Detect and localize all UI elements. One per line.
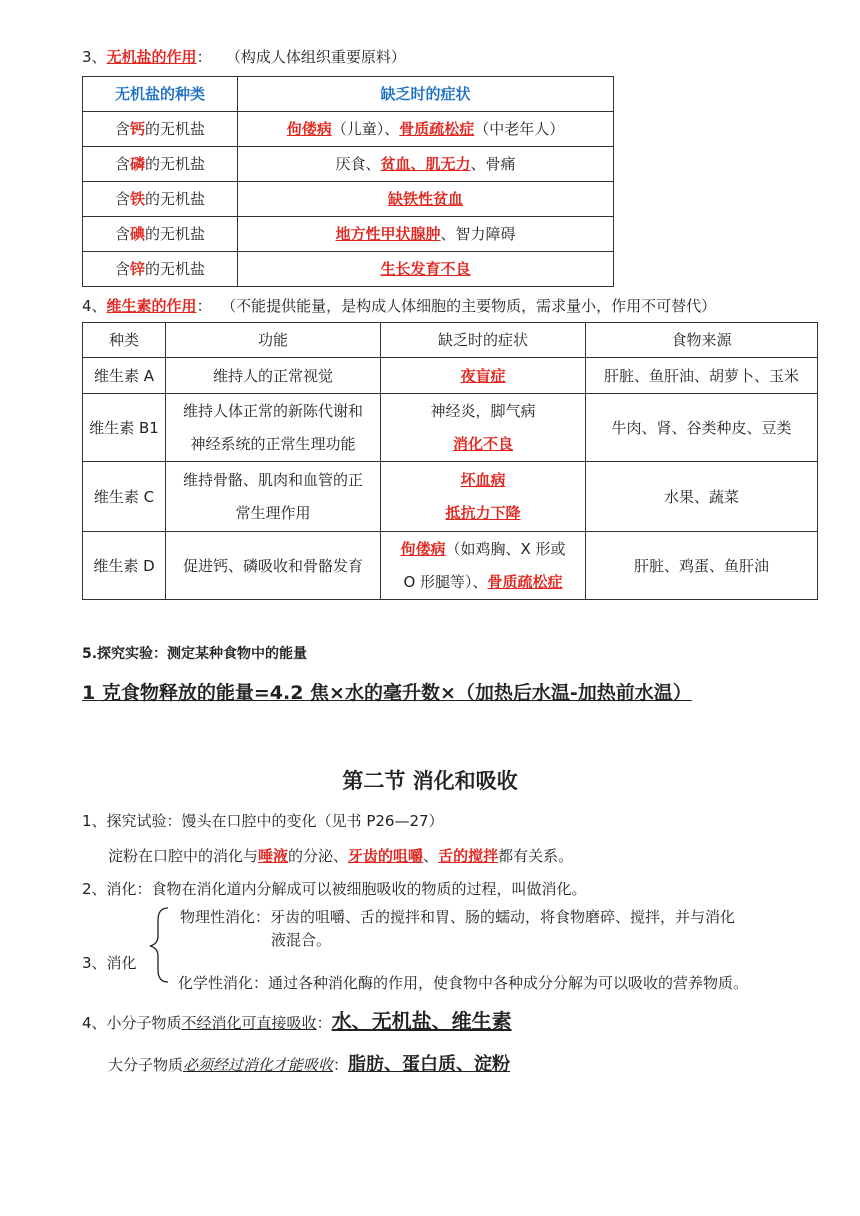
vitamin-symptom [381, 462, 586, 532]
mineral-table [82, 76, 614, 287]
table-header-row [83, 323, 818, 358]
symptom-key: 缺铁性贫血 [387, 190, 463, 208]
vitamin-food: 肝脏、鸡蛋、鱼肝油 [586, 532, 818, 600]
symptom-key: 生长发育不良 [380, 260, 471, 278]
text: 的无机盐 [145, 120, 206, 138]
text: O 形腿等）、 [403, 572, 488, 591]
text: （儿童）、 [331, 120, 400, 138]
text: 4、小分子物质 [82, 1014, 182, 1032]
page-section-title: 第二节 消化和吸收 [342, 769, 518, 793]
text: 、 [423, 847, 439, 865]
symptom [238, 182, 614, 217]
text: 的分泌、 [288, 847, 349, 865]
symptom-key: 坏血病 [460, 470, 506, 489]
header-cell: 缺乏时的症状 [381, 323, 586, 358]
table-row [83, 182, 614, 217]
section-title: 无机盐的作用 [106, 48, 197, 66]
colon: ： [196, 297, 212, 315]
text: 都有关系。 [498, 847, 574, 865]
table-row [83, 394, 818, 462]
text: ： [316, 1014, 332, 1032]
symptom [238, 147, 614, 182]
header-cell: 食物来源 [586, 323, 818, 358]
mineral-name [83, 252, 238, 287]
chemical-digestion: 化学性消化：通过各种消化酶的作用，使食物中各种成分分解为可以吸收的营养物质。 [178, 974, 749, 992]
key-term: 舌的搅拌 [438, 847, 499, 865]
element: 钙 [129, 120, 145, 138]
key-term: 牙齿的咀嚼 [348, 847, 424, 865]
vitamin-function: 促进钙、磷吸收和骨骼发育 [166, 532, 381, 600]
text: 、骨痛 [470, 155, 516, 173]
symptom-key: 消化不良 [452, 434, 513, 453]
text-line: 液混合。 [271, 931, 332, 949]
text-line: 维持骨骼、肌肉和血管的正 [182, 470, 363, 489]
digestion-label: 3、消化 [82, 954, 137, 972]
table-row [83, 462, 818, 532]
text: 淀粉在口腔中的消化与 [108, 847, 259, 865]
mineral-name [83, 147, 238, 182]
symptom-key: 骨质疏松症 [487, 572, 563, 591]
energy-formula: 1 克食物释放的能量=4.2 焦×水的毫升数×（加热后水温-加热前水温） [82, 682, 692, 704]
key-term: 脂肪、蛋白质、淀粉 [348, 1054, 511, 1075]
underlined-text: 必须经过消化才能吸收 [183, 1056, 334, 1074]
table-row [83, 358, 818, 394]
paragraph-4 [82, 1005, 512, 1034]
table-row [83, 217, 614, 252]
table-header-row [83, 77, 614, 112]
key-term: 唾液 [258, 847, 289, 865]
header-cell: 功能 [166, 323, 381, 358]
symptom-key: 佝偻病 [400, 539, 446, 558]
underlined-text: 不经消化可直接吸收 [181, 1014, 317, 1032]
vitamin-table [82, 322, 818, 600]
header-cell: 无机盐的种类 [83, 77, 238, 112]
vitamin-function [166, 462, 381, 532]
mineral-name [83, 182, 238, 217]
paragraph-1b [108, 845, 573, 866]
key-term: 水、无机盐、维生素 [331, 1009, 512, 1033]
text-line: 物理性消化：牙齿的咀嚼、舌的搅拌和胃、肠的蠕动，将食物磨碎、搅拌，并与消化 [180, 908, 736, 926]
paragraph-2: 2、消化：食物在消化道内分解成可以被细胞吸收的物质的过程，叫做消化。 [82, 880, 587, 898]
brace-icon [146, 906, 172, 984]
vitamin-function [166, 394, 381, 462]
vitamin-food: 肝脏、鱼肝油、胡萝卜、玉米 [586, 358, 818, 394]
element: 磷 [129, 155, 145, 173]
text: （如鸡胸、X 形或 [445, 539, 566, 558]
text: 大分子物质 [108, 1056, 184, 1074]
vitamin-name: 维生素 A [83, 358, 166, 394]
text: ： [333, 1056, 349, 1074]
colon: ： [196, 48, 212, 66]
text: 含 [114, 190, 130, 208]
paragraph-4b [108, 1050, 510, 1076]
vitamin-name: 维生素 D [83, 532, 166, 600]
text-line: 维持人体正常的新陈代谢和 [182, 401, 363, 420]
element: 锌 [129, 260, 145, 278]
symptom [238, 217, 614, 252]
section-number: 3、 [82, 48, 107, 66]
header-cell: 缺乏时的症状 [238, 77, 614, 112]
table-row [83, 147, 614, 182]
element: 碘 [129, 225, 145, 243]
text: 含 [114, 120, 130, 138]
vitamin-symptom [381, 358, 586, 394]
table-row [83, 252, 614, 287]
symptom-key: 贫血、肌无力 [380, 155, 471, 173]
text: 、智力障碍 [440, 225, 516, 243]
text-line: 神经炎，脚气病 [430, 401, 536, 420]
section-5-heading: 5.探究实验：测定某种食物中的能量 [82, 646, 308, 662]
symptom-key: 抵抗力下降 [445, 503, 521, 522]
section-3-heading [82, 46, 406, 67]
text-line: 常生理作用 [235, 503, 311, 522]
section-4-heading [82, 295, 716, 316]
symptom-key: 佝偻病 [286, 120, 332, 138]
vitamin-function: 维持人的正常视觉 [166, 358, 381, 394]
text: 的无机盐 [145, 225, 206, 243]
vitamin-name: 维生素 C [83, 462, 166, 532]
vitamin-food: 水果、蔬菜 [586, 462, 818, 532]
vitamin-food: 牛肉、肾、谷类种皮、豆类 [586, 394, 818, 462]
text: 含 [114, 260, 130, 278]
symptom-key: 骨质疏松症 [399, 120, 475, 138]
text: 厌食、 [335, 155, 381, 173]
symptom-key: 夜盲症 [460, 366, 506, 385]
table-row [83, 112, 614, 147]
mineral-name [83, 112, 238, 147]
text: 的无机盐 [145, 190, 206, 208]
text: 的无机盐 [145, 155, 206, 173]
symptom [238, 252, 614, 287]
symptom-key: 地方性甲状腺肿 [335, 225, 441, 243]
vitamin-symptom [381, 394, 586, 462]
text: 含 [114, 155, 130, 173]
section-note: （构成人体组织重要原料） [225, 48, 406, 66]
text: 的无机盐 [145, 260, 206, 278]
text: （中老年人） [474, 120, 565, 138]
element: 铁 [129, 190, 145, 208]
mineral-name [83, 217, 238, 252]
symptom [238, 112, 614, 147]
vitamin-name: 维生素 B1 [83, 394, 166, 462]
section-note: （不能提供能量，是构成人体细胞的主要物质，需求量小，作用不可替代） [221, 297, 717, 315]
table-row [83, 532, 818, 600]
vitamin-symptom [381, 532, 586, 600]
header-cell: 种类 [83, 323, 166, 358]
physical-digestion [180, 906, 830, 950]
text-line: 神经系统的正常生理功能 [190, 434, 356, 453]
section-number: 4、 [82, 297, 107, 315]
section-title: 维生素的作用 [106, 297, 197, 315]
paragraph-1: 1、探究试验：馒头在口腔中的变化（见书 P26—27） [82, 812, 444, 830]
text: 含 [114, 225, 130, 243]
